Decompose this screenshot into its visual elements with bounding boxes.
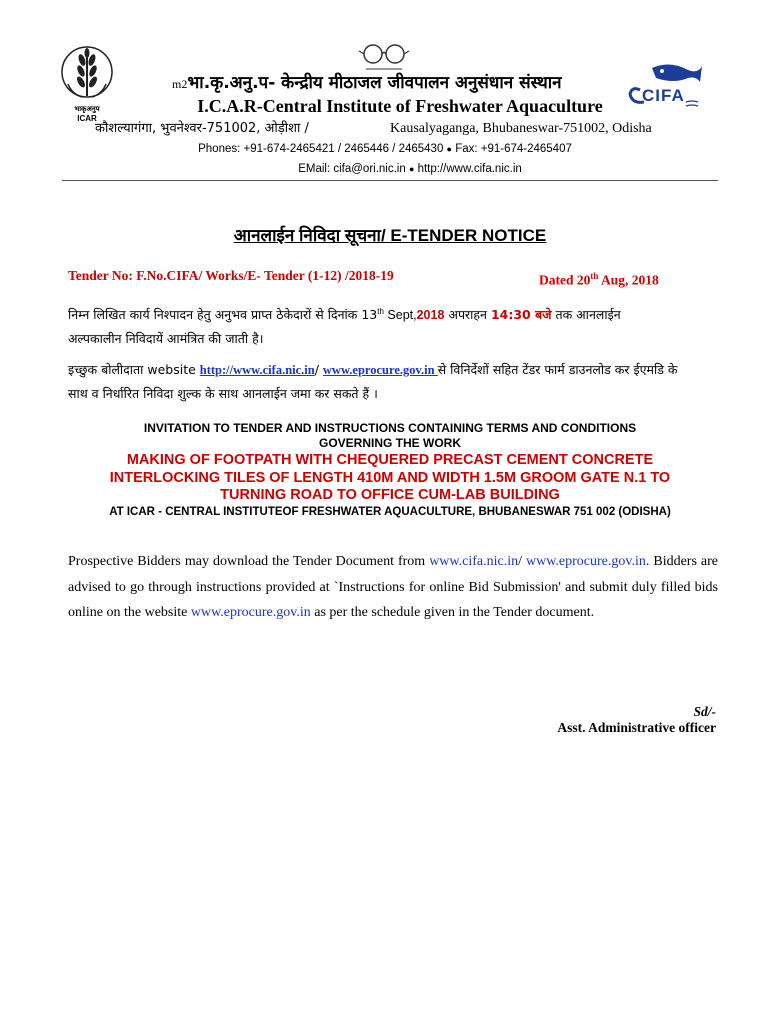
para1-time: 14:30 बजे xyxy=(490,307,552,323)
prefix-mark: m2 xyxy=(172,77,188,91)
para1-line1 xyxy=(68,300,720,327)
para1-text-d: तक आनलाईन xyxy=(551,307,621,323)
para1-text-b: Sept, xyxy=(383,308,417,323)
org-name-hindi-line xyxy=(172,70,632,96)
bullet-icon: ● xyxy=(446,144,452,154)
email: EMail: cifa@ori.nic.in xyxy=(298,163,406,175)
para1-text-a: निम्न लिखित कार्य निश्पादन हेतु अनुभव प्राप्त ठेकेदारों से दिनांक 13 xyxy=(68,307,378,323)
icar-logo xyxy=(60,44,114,122)
contact-phones xyxy=(100,142,670,157)
work-line-3: TURNING ROAD TO OFFICE CUM-LAB BUILDING xyxy=(220,487,560,503)
notice-title: आनलाईन निविदा सूचना/ E-TENDER NOTICE xyxy=(233,226,547,245)
signatory-title: Asst. Administrative officer xyxy=(557,720,716,735)
icar-logo-hindi: भाकृअनुप xyxy=(74,105,100,113)
date-sup: th xyxy=(590,271,599,281)
invitation-heading xyxy=(62,421,718,451)
eprocure-link[interactable]: www.eprocure.gov.in xyxy=(322,363,438,377)
para2-text-a: इच्छुक बोलीदाता website xyxy=(68,362,200,377)
fax: Fax: +91-674-2465407 xyxy=(455,143,572,155)
work-line-1: MAKING OF FOOTPATH WITH CHEQUERED PRECAST CEMENT CONCRETE xyxy=(126,452,654,468)
header-divider xyxy=(62,180,718,181)
body-eprocure-link[interactable]: www.eprocure.gov.in xyxy=(525,554,646,569)
wheat-emblem-icon xyxy=(60,44,114,100)
tender-date xyxy=(539,267,659,290)
body-cifa-link[interactable]: www.cifa.nic.in xyxy=(429,554,519,569)
address-english: Kausalyaganga, Bhubaneswar-751002, Odisha xyxy=(390,121,652,136)
para2-line2: साथ व निर्धारित निविदा शुल्क के साथ आनलाईन जमा कर सकते हैं । xyxy=(68,386,378,401)
bullet-icon: ● xyxy=(408,164,415,174)
body-eprocure-link-2[interactable]: www.eprocure.gov.in xyxy=(190,605,311,620)
work-location: AT ICAR - CENTRAL INSTITUTEOF FRESHWATER AQUACULTURE, BHUBANESWAR 751 002 (ODISHA) xyxy=(109,506,671,518)
icar-logo-text: ICAR xyxy=(77,114,97,123)
invitation-line-1: INVITATION TO TENDER AND INSTRUCTIONS CONTAINING TERMS AND CONDITIONS xyxy=(143,421,637,435)
phones: Phones: +91-674-2465421 / 2465446 / 2465430 xyxy=(198,143,444,155)
para1-line2: अल्पकालीन निविदायें आमंत्रित की जाती है। xyxy=(68,331,264,347)
cifa-logo xyxy=(626,60,706,110)
cifa-logo-text: CIFA xyxy=(642,86,685,105)
org-name-hindi: भा.कृ.अनु.प- केन्द्रीय मीठाजल जीवपालन अनुसंधान संस्थान xyxy=(187,73,562,93)
work-description xyxy=(62,452,718,505)
cifa-website-link[interactable]: http://www.cifa.nic.in xyxy=(199,363,315,377)
para2-line1 xyxy=(68,358,720,382)
date-suffix: Aug, 2018 xyxy=(598,272,659,288)
body-text-a: Prospective Bidders may download the Tender Document from xyxy=(68,554,430,569)
para1-year: 2018 xyxy=(416,308,445,323)
body-text-b: . Bidders are advised to go through instructions provided at `Instructions for online Bid Submission' and submit duly filled bids online on the website xyxy=(68,554,718,620)
hindi-paragraph-1 xyxy=(68,300,720,351)
address-hindi: कौशल्यागंगा, भुवनेश्वर-751002, ओड़ीशा / xyxy=(95,121,309,136)
contact-email-web xyxy=(150,162,670,177)
spectacles-icon xyxy=(358,42,410,72)
work-line-2: INTERLOCKING TILES OF LENGTH 410M AND WIDTH 1.5M GROOM GATE N.1 TO xyxy=(109,469,671,486)
website: http://www.cifa.nic.in xyxy=(417,163,522,175)
para2-slash: / xyxy=(314,362,323,377)
body-paragraph xyxy=(68,549,718,626)
signature: Sd/- xyxy=(693,704,716,719)
tender-number: Tender No: F.No.CIFA/ Works/E- Tender (1-12) /2018-19 xyxy=(68,268,394,283)
swachh-bharat-logo xyxy=(358,42,410,72)
para1-sup: th xyxy=(377,307,384,316)
invitation-line-2: GOVERNING THE WORK xyxy=(318,436,461,450)
hindi-paragraph-2 xyxy=(68,358,720,406)
para1-text-c: अपराहन xyxy=(444,307,491,323)
para2-text-b: से विनिर्देशों सहित टेंडर फार्म डाउनलोड कर ईएमडि के xyxy=(437,362,678,377)
body-text-c: as per the schedule given in the Tender document. xyxy=(310,605,595,620)
date-prefix: Dated 20 xyxy=(539,272,591,288)
body-slash: / xyxy=(518,554,526,569)
org-name-english: I.C.A.R-Central Institute of Freshwater Aquaculture xyxy=(197,96,603,116)
